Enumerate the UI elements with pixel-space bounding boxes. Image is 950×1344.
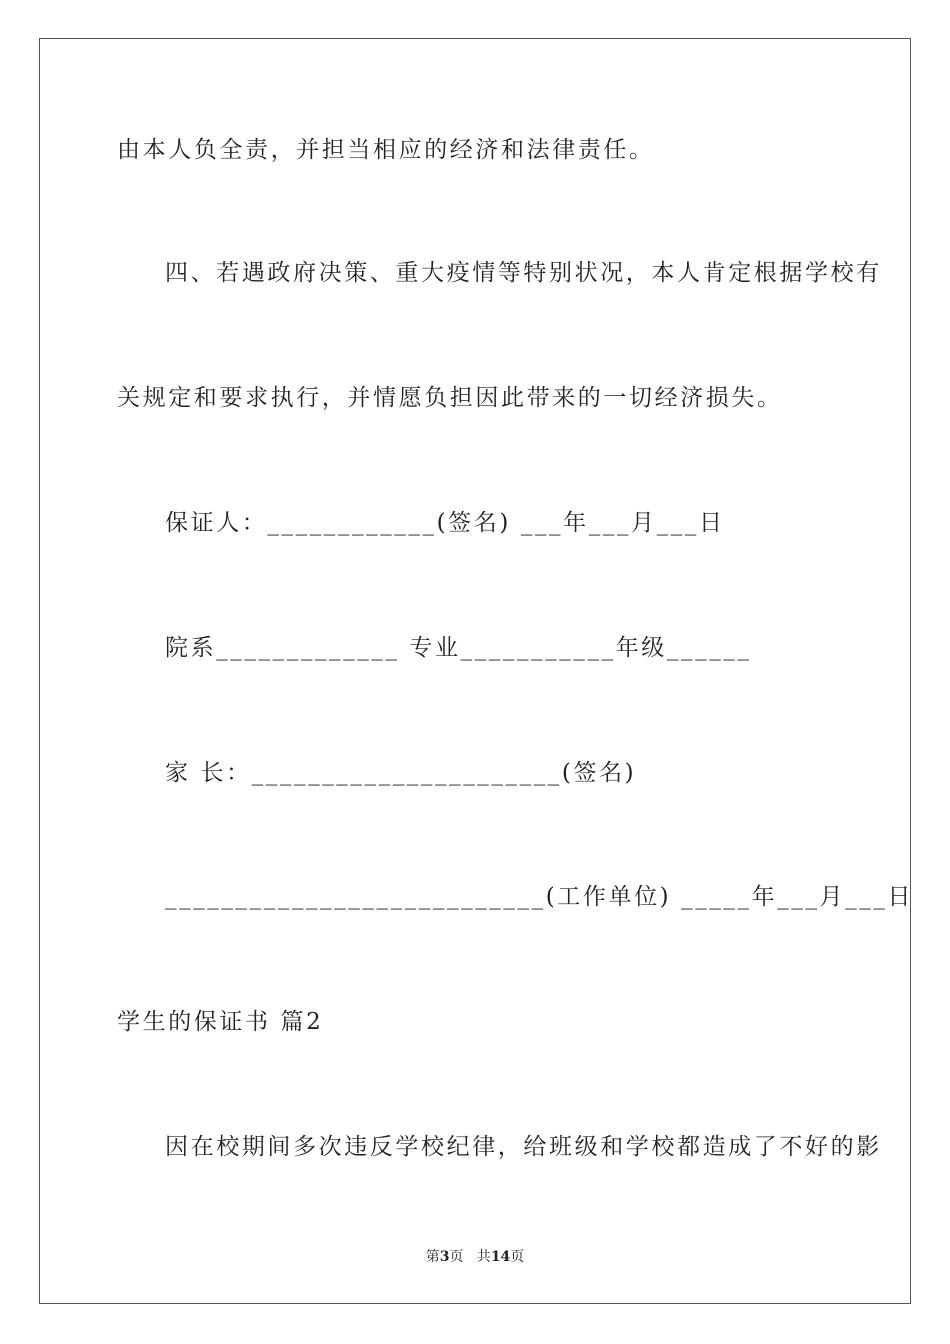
paragraph-clause-four: 四、若遇政府决策、重大疫情等特别状况，本人肯定根据学校有 xyxy=(165,260,882,286)
total-page-count: 14 xyxy=(490,1249,511,1265)
paragraph-clause-four-cont: 关规定和要求执行，并情愿负担因此带来的一切经济损失。 xyxy=(117,385,783,411)
work-unit-date-line: ___________________________(工作单位) _____年___月___日 xyxy=(165,884,914,910)
current-page-number: 3 xyxy=(439,1249,450,1265)
page-footer xyxy=(0,1247,950,1267)
footer-prefix: 第 xyxy=(425,1249,440,1265)
guarantor-signature-line: 保证人：____________(签名) ___年___月___日 xyxy=(165,510,725,536)
parent-signature-line: 家 长：______________________(签名) xyxy=(165,760,637,786)
footer-middle: 页 共 xyxy=(449,1249,491,1265)
footer-suffix: 页 xyxy=(510,1249,525,1265)
paragraph-responsibility: 由本人负全责，并担当相应的经济和法律责任。 xyxy=(117,137,655,163)
paragraph-intro: 因在校期间多次违反学校纪律，给班级和学校都造成了不好的影 xyxy=(165,1134,882,1160)
section-heading: 学生的保证书 篇2 xyxy=(117,1009,324,1035)
page-border xyxy=(39,38,914,1304)
department-major-grade-line: 院系_____________ 专业___________年级______ xyxy=(165,635,752,661)
